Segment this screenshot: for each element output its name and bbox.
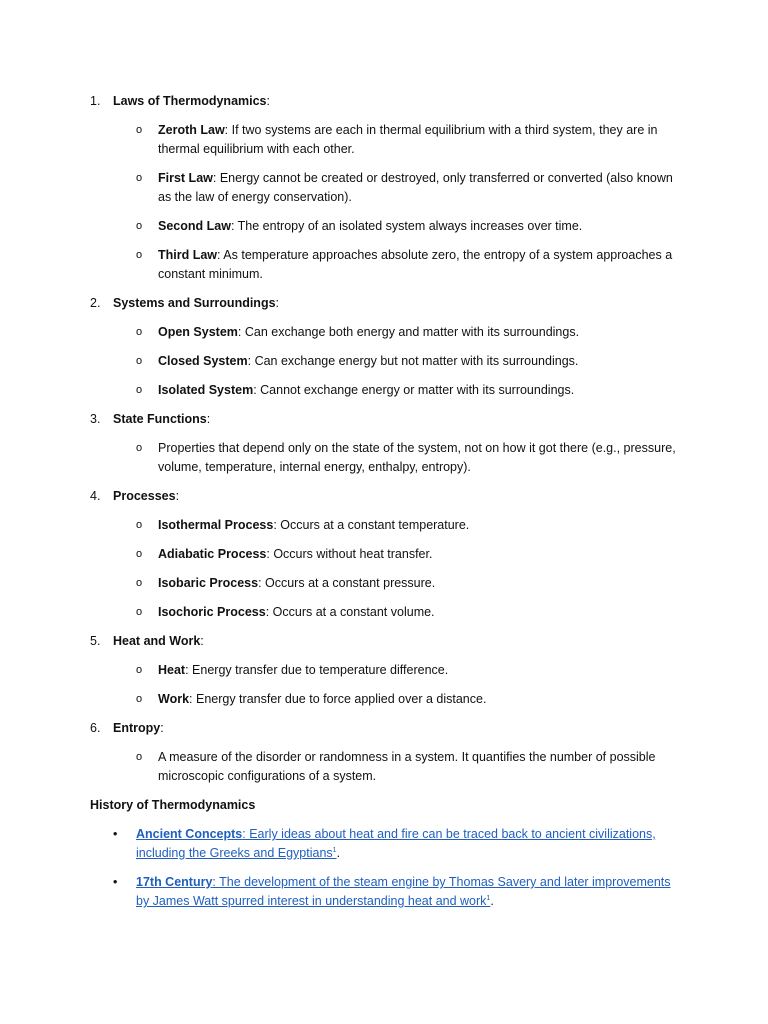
definition: Properties that depend only on the state of the system, not on how it got there (e.g., pressure, volume, temperature, internal energy, enthalpy, entropy). — [158, 441, 676, 474]
numbered-item — [0, 719, 768, 738]
item-number: 4. — [90, 489, 101, 503]
definition: : Occurs without heat transfer. — [266, 547, 433, 561]
bullet-o-icon: o — [136, 124, 143, 136]
numbered-item — [0, 487, 768, 506]
history-heading: History of Thermodynamics — [90, 798, 256, 812]
title-suffix: : — [275, 296, 280, 310]
term: Isobaric Process — [158, 576, 259, 590]
bullet-o-icon: o — [136, 384, 143, 396]
bullet-dot-icon: • — [113, 875, 118, 889]
link-text: : The development of the steam engine by Thomas Savery and later improvements by James Watt spurred interest in understanding heat and work — [136, 875, 671, 908]
list-item — [0, 323, 768, 342]
numbered-item — [0, 410, 768, 429]
link-end: . — [336, 846, 341, 860]
link-term: Ancient Concepts — [136, 827, 243, 841]
definition: : Energy cannot be created or destroyed, only transferred or converted (also known as the law of energy conservation). — [158, 171, 673, 204]
term: Heat — [158, 663, 186, 677]
numbered-item — [0, 632, 768, 651]
section-title: Systems and Surroundings — [113, 296, 276, 310]
definition: : Can exchange energy but not matter with its surroundings. — [247, 354, 579, 368]
list-item — [0, 121, 768, 159]
definition: : Cannot exchange energy or matter with its surroundings. — [253, 383, 575, 397]
section-title: Laws of Thermodynamics — [113, 94, 267, 108]
definition: : Energy transfer due to temperature difference. — [185, 663, 449, 677]
section-title: Heat and Work — [113, 634, 201, 648]
list-item — [0, 246, 768, 284]
term: Adiabatic Process — [158, 547, 267, 561]
definition: : Occurs at a constant temperature. — [273, 518, 470, 532]
definition: : If two systems are each in thermal equilibrium with a third system, they are in thermal equilibrium with each other. — [158, 123, 658, 156]
term: Isothermal Process — [158, 518, 274, 532]
term: Isochoric Process — [158, 605, 266, 619]
term: Second Law — [158, 219, 231, 233]
definition: : As temperature approaches absolute zero, the entropy of a system approaches a constant minimum. — [158, 248, 673, 281]
term: Third Law — [158, 248, 218, 262]
section-title: State Functions — [113, 412, 207, 426]
bullet-o-icon: o — [136, 693, 143, 705]
bullet-o-icon: o — [136, 664, 143, 676]
list-item — [0, 217, 768, 236]
list-item — [0, 516, 768, 535]
numbered-item — [0, 92, 768, 111]
title-suffix: : — [160, 721, 164, 735]
bullet-o-icon: o — [136, 172, 143, 184]
item-number: 3. — [90, 412, 101, 426]
term: Closed System — [158, 354, 248, 368]
document-content — [0, 92, 768, 921]
list-item — [0, 352, 768, 371]
list-item — [0, 690, 768, 709]
section-title: Processes — [113, 489, 176, 503]
title-suffix: : — [206, 412, 211, 426]
list-item — [0, 545, 768, 564]
definition: : Occurs at a constant volume. — [265, 605, 435, 619]
bullet-o-icon: o — [136, 220, 143, 232]
title-suffix: : — [175, 489, 180, 503]
bullet-o-icon: o — [136, 606, 143, 618]
bullet-o-icon: o — [136, 442, 143, 454]
definition: : Occurs at a constant pressure. — [258, 576, 436, 590]
bullet-o-icon: o — [136, 249, 143, 261]
footnote-ref: 1 — [486, 894, 491, 902]
definition: A measure of the disorder or randomness in a system. It quantifies the number of possible microscopic configurations of a system. — [158, 750, 656, 783]
link-term: 17th Century — [136, 875, 213, 889]
item-number: 6. — [90, 721, 101, 735]
list-item — [0, 381, 768, 400]
link-end: . — [490, 894, 494, 908]
item-number: 2. — [90, 296, 101, 310]
item-number: 1. — [90, 94, 101, 108]
bullet-dot-icon: • — [113, 827, 118, 841]
link-text: : Early ideas about heat and fire can be traced back to ancient civilizations, including the Greeks and Egyptians — [136, 827, 656, 860]
numbered-item — [0, 294, 768, 313]
history-item — [0, 825, 768, 863]
bullet-o-icon: o — [136, 751, 143, 763]
history-link[interactable] — [136, 875, 671, 908]
term: Work — [158, 692, 190, 706]
term: First Law — [158, 171, 213, 185]
list-item — [0, 603, 768, 622]
list-item — [0, 169, 768, 207]
list-item — [0, 748, 768, 786]
list-item — [0, 661, 768, 680]
title-suffix: : — [266, 94, 270, 108]
term: Isolated System — [158, 383, 254, 397]
bullet-o-icon: o — [136, 519, 143, 531]
list-item — [0, 574, 768, 593]
definition: : Energy transfer due to force applied over a distance. — [189, 692, 487, 706]
history-item — [0, 873, 768, 911]
definition: : Can exchange both energy and matter with its surroundings. — [237, 325, 580, 339]
bullet-o-icon: o — [136, 548, 143, 560]
bullet-o-icon: o — [136, 355, 143, 367]
item-number: 5. — [90, 634, 101, 648]
list-item — [0, 439, 768, 477]
history-link[interactable] — [136, 827, 656, 860]
term: Open System — [158, 325, 238, 339]
bullet-o-icon: o — [136, 577, 143, 589]
section-title: Entropy — [113, 721, 161, 735]
footnote-ref: 1 — [332, 846, 337, 854]
title-suffix: : — [200, 634, 204, 648]
term: Zeroth Law — [158, 123, 225, 137]
bullet-o-icon: o — [136, 326, 143, 338]
definition: : The entropy of an isolated system always increases over time. — [230, 219, 583, 233]
